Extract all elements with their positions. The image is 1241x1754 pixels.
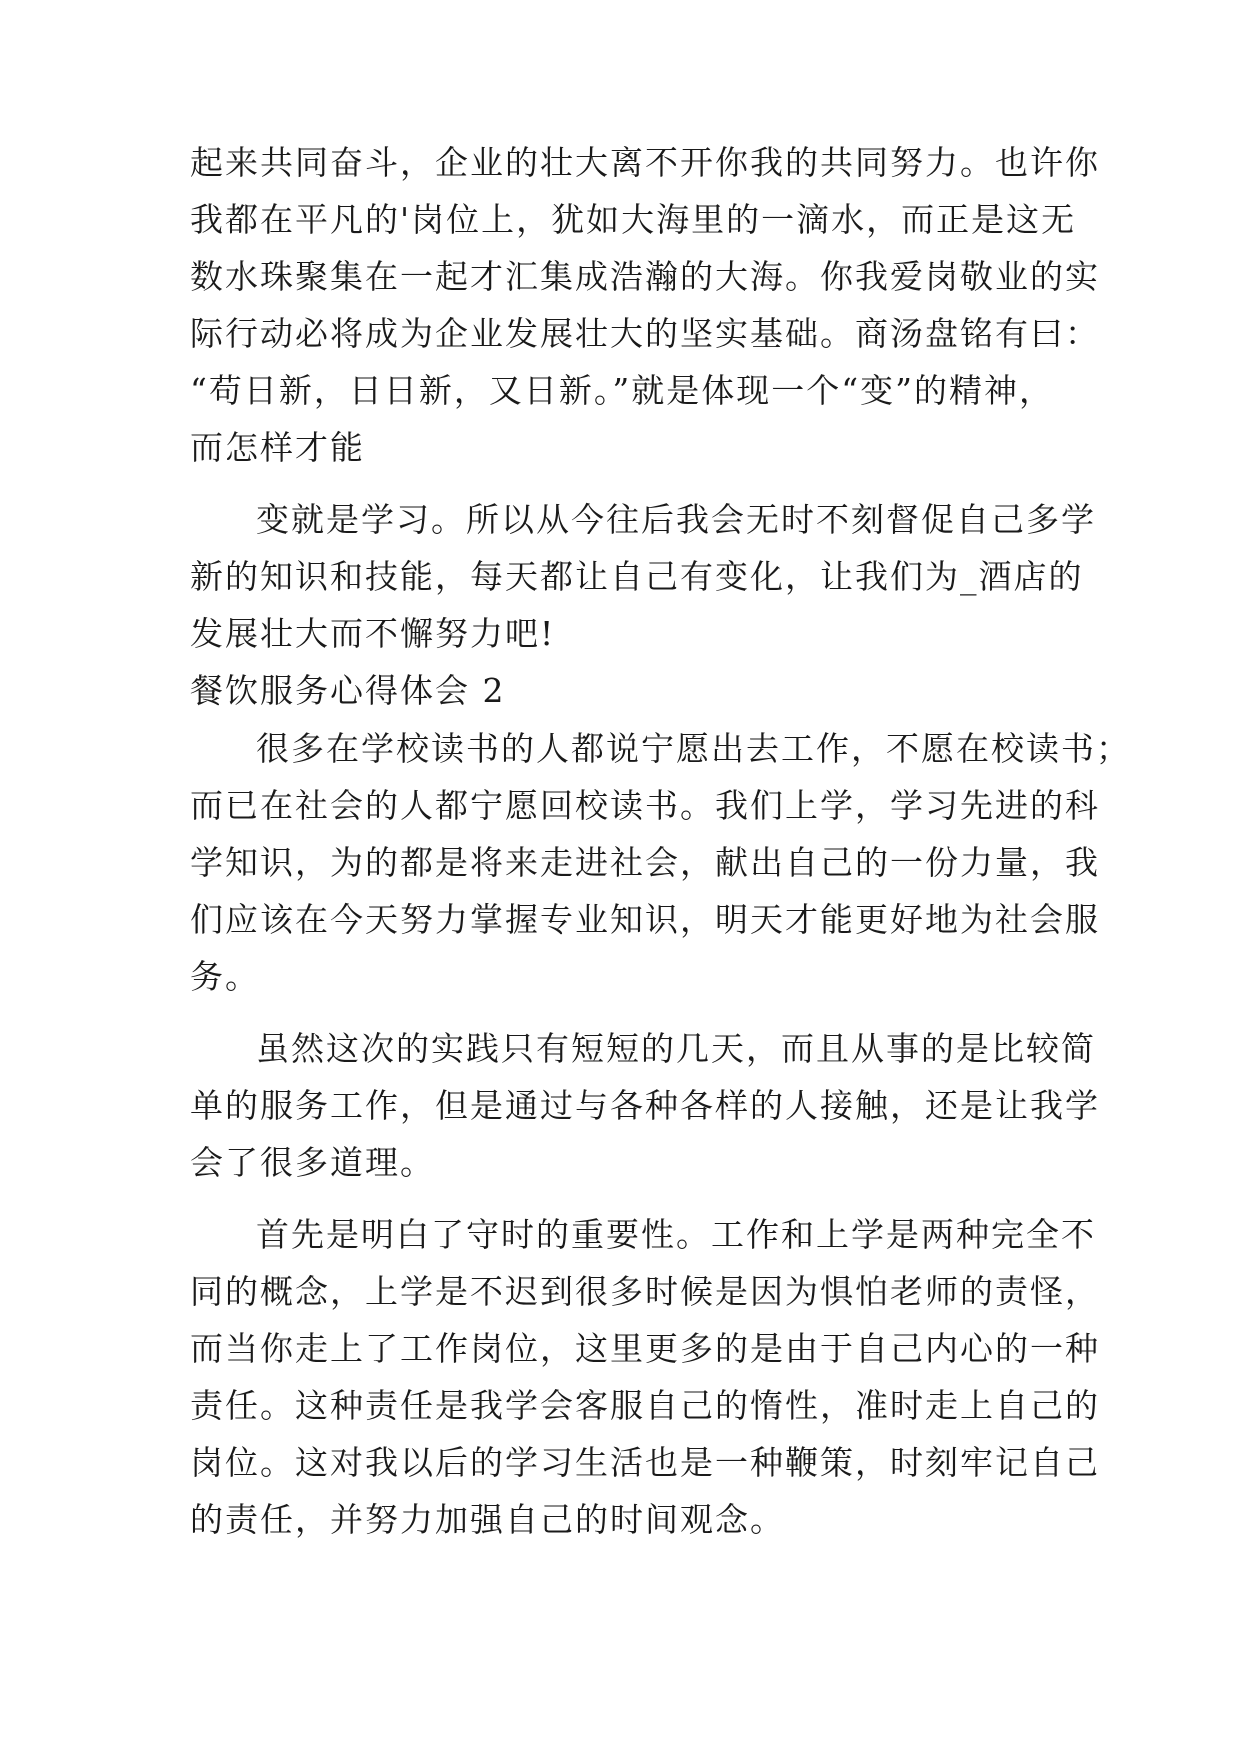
text-line: 岗位。这对我以后的学习生活也是一种鞭策，时刻牢记自己 [190, 1443, 1100, 1482]
text-line: 变就是学习。所以从今往后我会无时不刻督促自己多学 [256, 500, 1096, 539]
text-line: 而当你走上了工作岗位，这里更多的是由于自己内心的一种 [190, 1329, 1100, 1368]
text-line: 学知识，为的都是将来走进社会，献出自己的一份力量，我 [190, 843, 1100, 882]
text-line: 会了很多道理。 [190, 1143, 435, 1182]
text-line: 而已在社会的人都宁愿回校读书。我们上学，学习先进的科 [190, 786, 1100, 825]
text-line: 单的服务工作，但是通过与各种各样的人接触，还是让我学 [190, 1086, 1100, 1125]
text-line: 务。 [190, 957, 260, 996]
text-line: “苟日新，日日新，又日新。”就是体现一个“变”的精神， [190, 371, 1054, 410]
text-line: 责任。这种责任是我学会客服自己的惰性，准时走上自己的 [190, 1386, 1100, 1425]
text-line: 同的概念，上学是不迟到很多时候是因为惧怕老师的责怪， [190, 1272, 1100, 1311]
text-line: 们应该在今天努力掌握专业知识，明天才能更好地为社会服 [190, 900, 1100, 939]
text-line: 发展壮大而不懈努力吧! [190, 614, 556, 653]
text-line: 数水珠聚集在一起才汇集成浩瀚的大海。你我爱岗敬业的实 [190, 257, 1100, 296]
text-line: 的责任，并努力加强自己的时间观念。 [190, 1500, 785, 1539]
section-heading: 餐饮服务心得体会 2 [190, 671, 506, 710]
text-line: 我都在平凡的'岗位上，犹如大海里的一滴水，而正是这无 [190, 200, 1077, 239]
text-line: 首先是明白了守时的重要性。工作和上学是两种完全不 [256, 1215, 1096, 1254]
text-line: 而怎样才能 [190, 428, 365, 467]
text-line: 起来共同奋斗，企业的壮大离不开你我的共同努力。也许你 [190, 143, 1100, 182]
text-line: 际行动必将成为企业发展壮大的坚实基础。商汤盘铭有曰： [190, 314, 1100, 353]
text-line: 虽然这次的实践只有短短的几天，而且从事的是比较简 [256, 1029, 1096, 1068]
text-line: 很多在学校读书的人都说宁愿出去工作，不愿在校读书； [256, 729, 1131, 768]
document-page [190, 0, 1131, 1754]
text-line: 新的知识和技能，每天都让自己有变化，让我们为_酒店的 [190, 557, 1084, 596]
